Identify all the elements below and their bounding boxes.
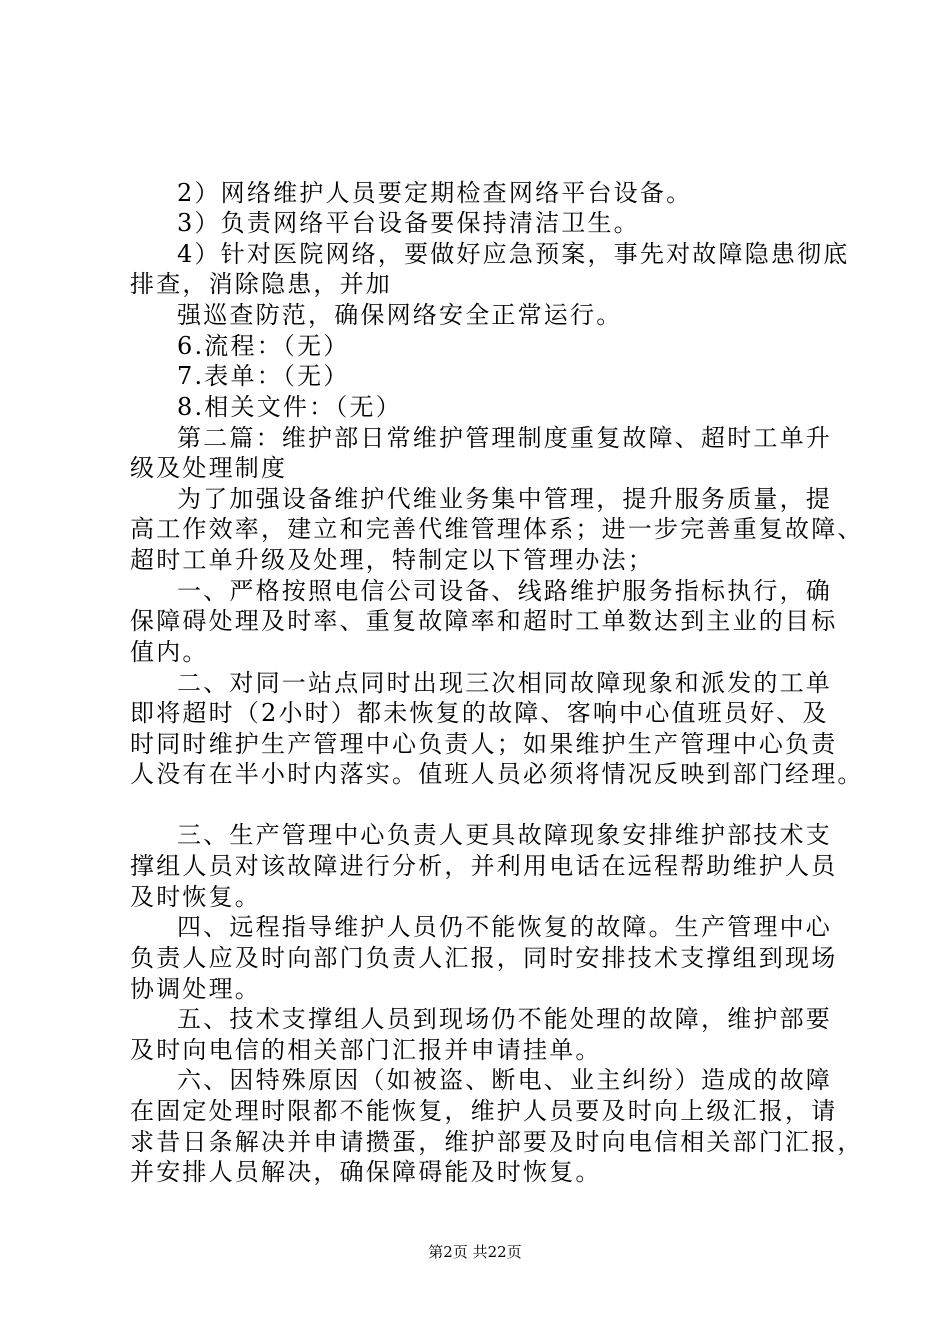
text-line: 第二篇：维护部日常维护管理制度重复故障、超时工单升 xyxy=(177,424,832,452)
text-line: 级及处理制度 xyxy=(130,454,288,482)
text-line: 高工作效率，建立和完善代维管理体系；进一步完善重复故障、 xyxy=(130,515,864,543)
text-line: 8.相关文件：（无） xyxy=(177,393,402,421)
text-line: 二、对同一站点同时出现三次相同故障现象和派发的工单 xyxy=(177,669,832,697)
text-line: 时同时维护生产管理中心负责人；如果维护生产管理中心负责 xyxy=(130,730,838,758)
text-line: 3）负责网络平台设备要保持清洁卫生。 xyxy=(177,209,640,237)
text-line: 人没有在半小时内落实。值班人员必须将情况反映到部门经理。 xyxy=(130,760,864,788)
text-line: 在固定处理时限都不能恢复，维护人员要及时向上级汇报，请 xyxy=(130,1097,838,1125)
text-line: 一、严格按照电信公司设备、线路维护服务指标执行，确 xyxy=(177,577,832,605)
text-line: 4）针对医院网络，要做好应急预案，事先对故障隐患彻底 xyxy=(177,240,850,268)
text-line: 协调处理。 xyxy=(130,975,261,1003)
text-line: 三、生产管理中心负责人更具故障现象安排维护部技术支 xyxy=(177,821,832,849)
text-line: 五、技术支撑组人员到现场仍不能处理的故障，维护部要 xyxy=(177,1005,832,1033)
text-line: 求昔日条解决并申请攒蛋，维护部要及时向电信相关部门汇报， xyxy=(130,1128,864,1156)
text-line: 及时恢复。 xyxy=(130,883,261,911)
text-line: 值内。 xyxy=(130,638,209,666)
text-line: 四、远程指导维护人员仍不能恢复的故障。生产管理中心 xyxy=(177,913,832,941)
text-line: 保障碍处理及时率、重复故障率和超时工单数达到主业的目标 xyxy=(130,607,838,635)
text-line: 排查，消除隐患，并加 xyxy=(130,270,392,298)
text-line: 负责人应及时向部门负责人汇报，同时安排技术支撑组到现场 xyxy=(130,944,838,972)
text-line: 6.流程：（无） xyxy=(177,332,350,360)
text-line: 7.表单：（无） xyxy=(177,362,350,390)
text-line: 为了加强设备维护代维业务集中管理，提升服务质量，提 xyxy=(177,485,832,513)
page-number-footer: 第2页 共22页 xyxy=(428,1243,522,1261)
text-line: 2）网络维护人员要定期检查网络平台设备。 xyxy=(177,179,693,207)
text-line: 撑组人员对该故障进行分析，并利用电话在远程帮助维护人员 xyxy=(130,852,838,880)
text-line: 六、因特殊原因（如被盗、断电、业主纠纷）造成的故障 xyxy=(177,1066,832,1094)
text-line: 超时工单升级及处理，特制定以下管理办法； xyxy=(130,546,654,574)
text-line: 强巡查防范，确保网络安全正常运行。 xyxy=(177,301,623,329)
text-line: 并安排人员解决，确保障碍能及时恢复。 xyxy=(130,1158,602,1186)
text-line: 即将超时（2小时）都未恢复的故障、客响中心值班员好、及 xyxy=(130,699,829,727)
text-line: 及时向电信的相关部门汇报并申请挂单。 xyxy=(130,1036,602,1064)
